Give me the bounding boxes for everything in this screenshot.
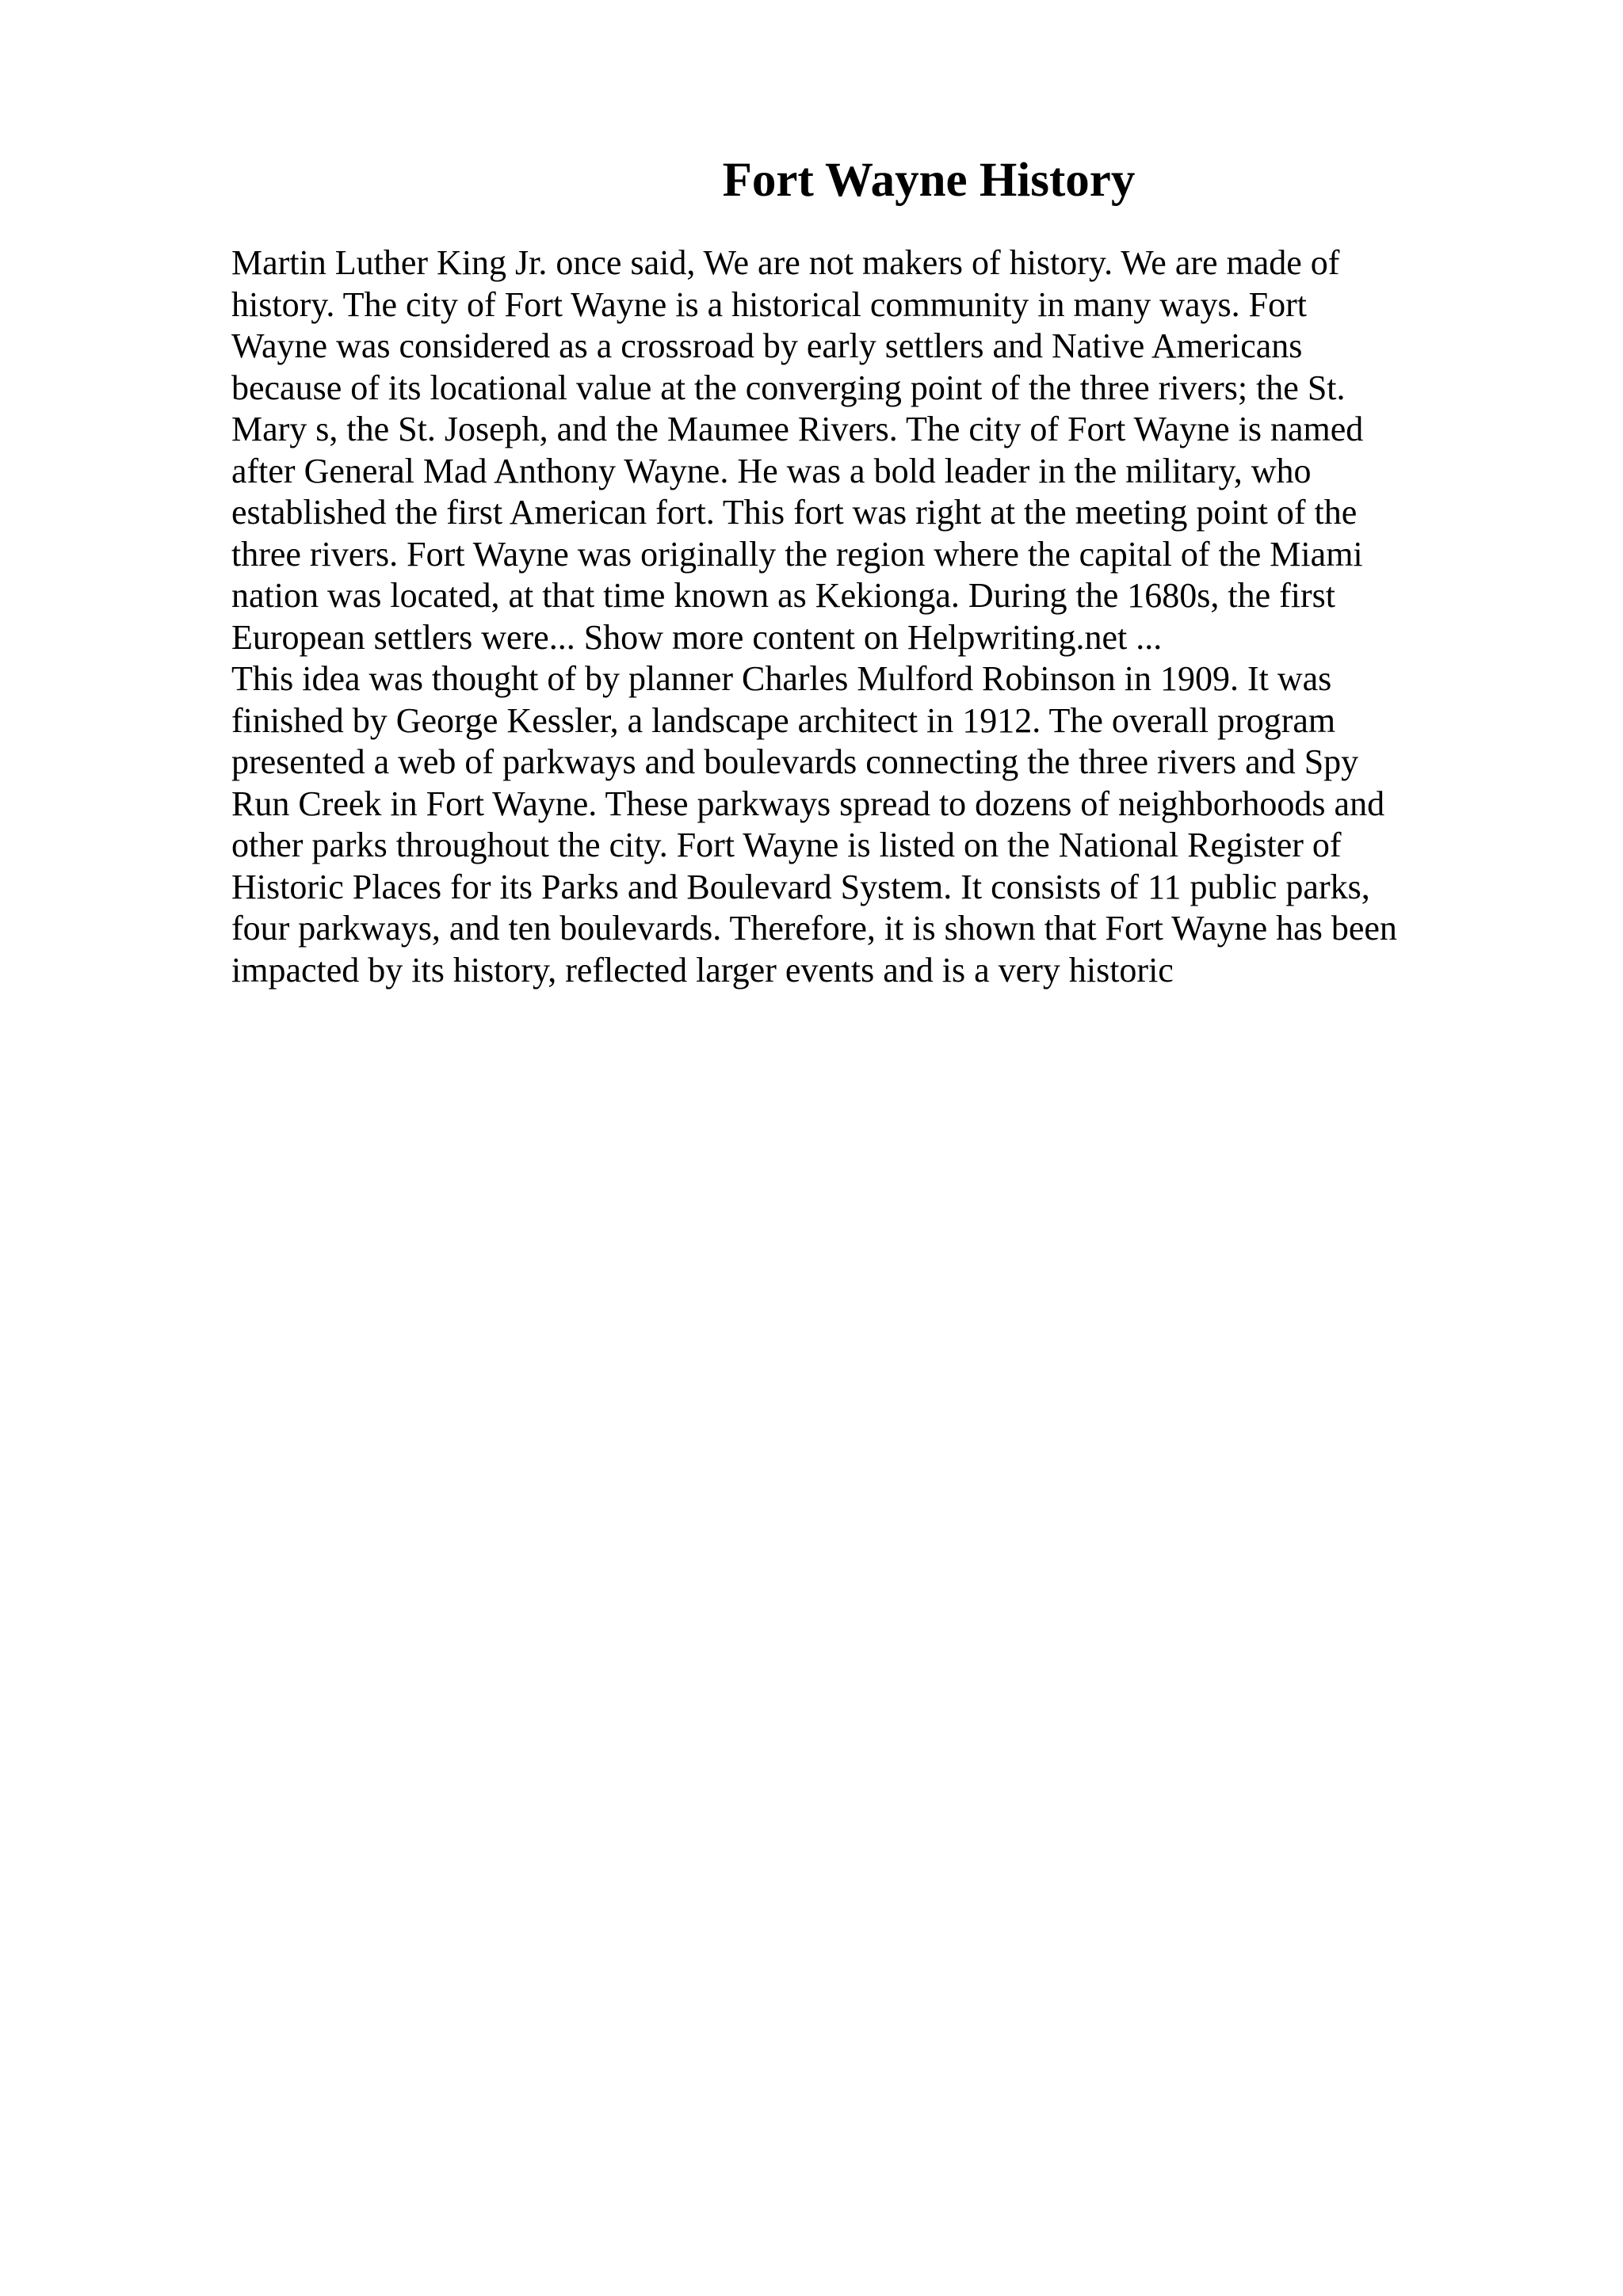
document-title: Fort Wayne History [722, 154, 1136, 207]
body-line: Mary s, the St. Joseph, and the Maumee Rivers. The city of Fort Wayne is named [231, 410, 1364, 448]
body-line: Martin Luther King Jr. once said, We are not makers of history. We are made of [231, 243, 1340, 282]
body-line: history. The city of Fort Wayne is a historical community in many ways. Fort [231, 284, 1308, 324]
body-line: nation was located, at that time known as Kekionga. During the 1680s, the first [231, 576, 1336, 615]
body-line: after General Mad Anthony Wayne. He was a bold leader in the military, who [231, 451, 1312, 490]
body-line: European settlers were... Show more content on Helpwriting.net ... [231, 617, 1163, 657]
body-line: Wayne was considered as a crossroad by early settlers and Native Americans [231, 326, 1303, 365]
body-line: Historic Places for its Parks and Boulevard System. It consists of 11 public parks, [231, 867, 1370, 906]
body-line: impacted by its history, reflected larger events and is a very historic [231, 950, 1174, 990]
body-line: three rivers. Fort Wayne was originally the region where the capital of the Miami [231, 534, 1363, 574]
body-line: This idea was thought of by planner Charles Mulford Robinson in 1909. It was [231, 659, 1332, 698]
body-line: other parks throughout the city. Fort Wayne is listed on the National Register of [231, 826, 1342, 864]
body-line: presented a web of parkways and boulevards connecting the three rivers and Spy [231, 742, 1359, 781]
body-line: Run Creek in Fort Wayne. These parkways spread to dozens of neighborhoods and [231, 784, 1385, 823]
body-line: established the first American fort. This fort was right at the meeting point of the [231, 493, 1358, 532]
body-line: four parkways, and ten boulevards. Therefore, it is shown that Fort Wayne has been [231, 909, 1397, 948]
body-line: because of its locational value at the converging point of the three rivers; the St. [231, 368, 1346, 407]
document-body [231, 242, 1499, 991]
body-line: finished by George Kessler, a landscape architect in 1912. The overall program [231, 700, 1336, 740]
